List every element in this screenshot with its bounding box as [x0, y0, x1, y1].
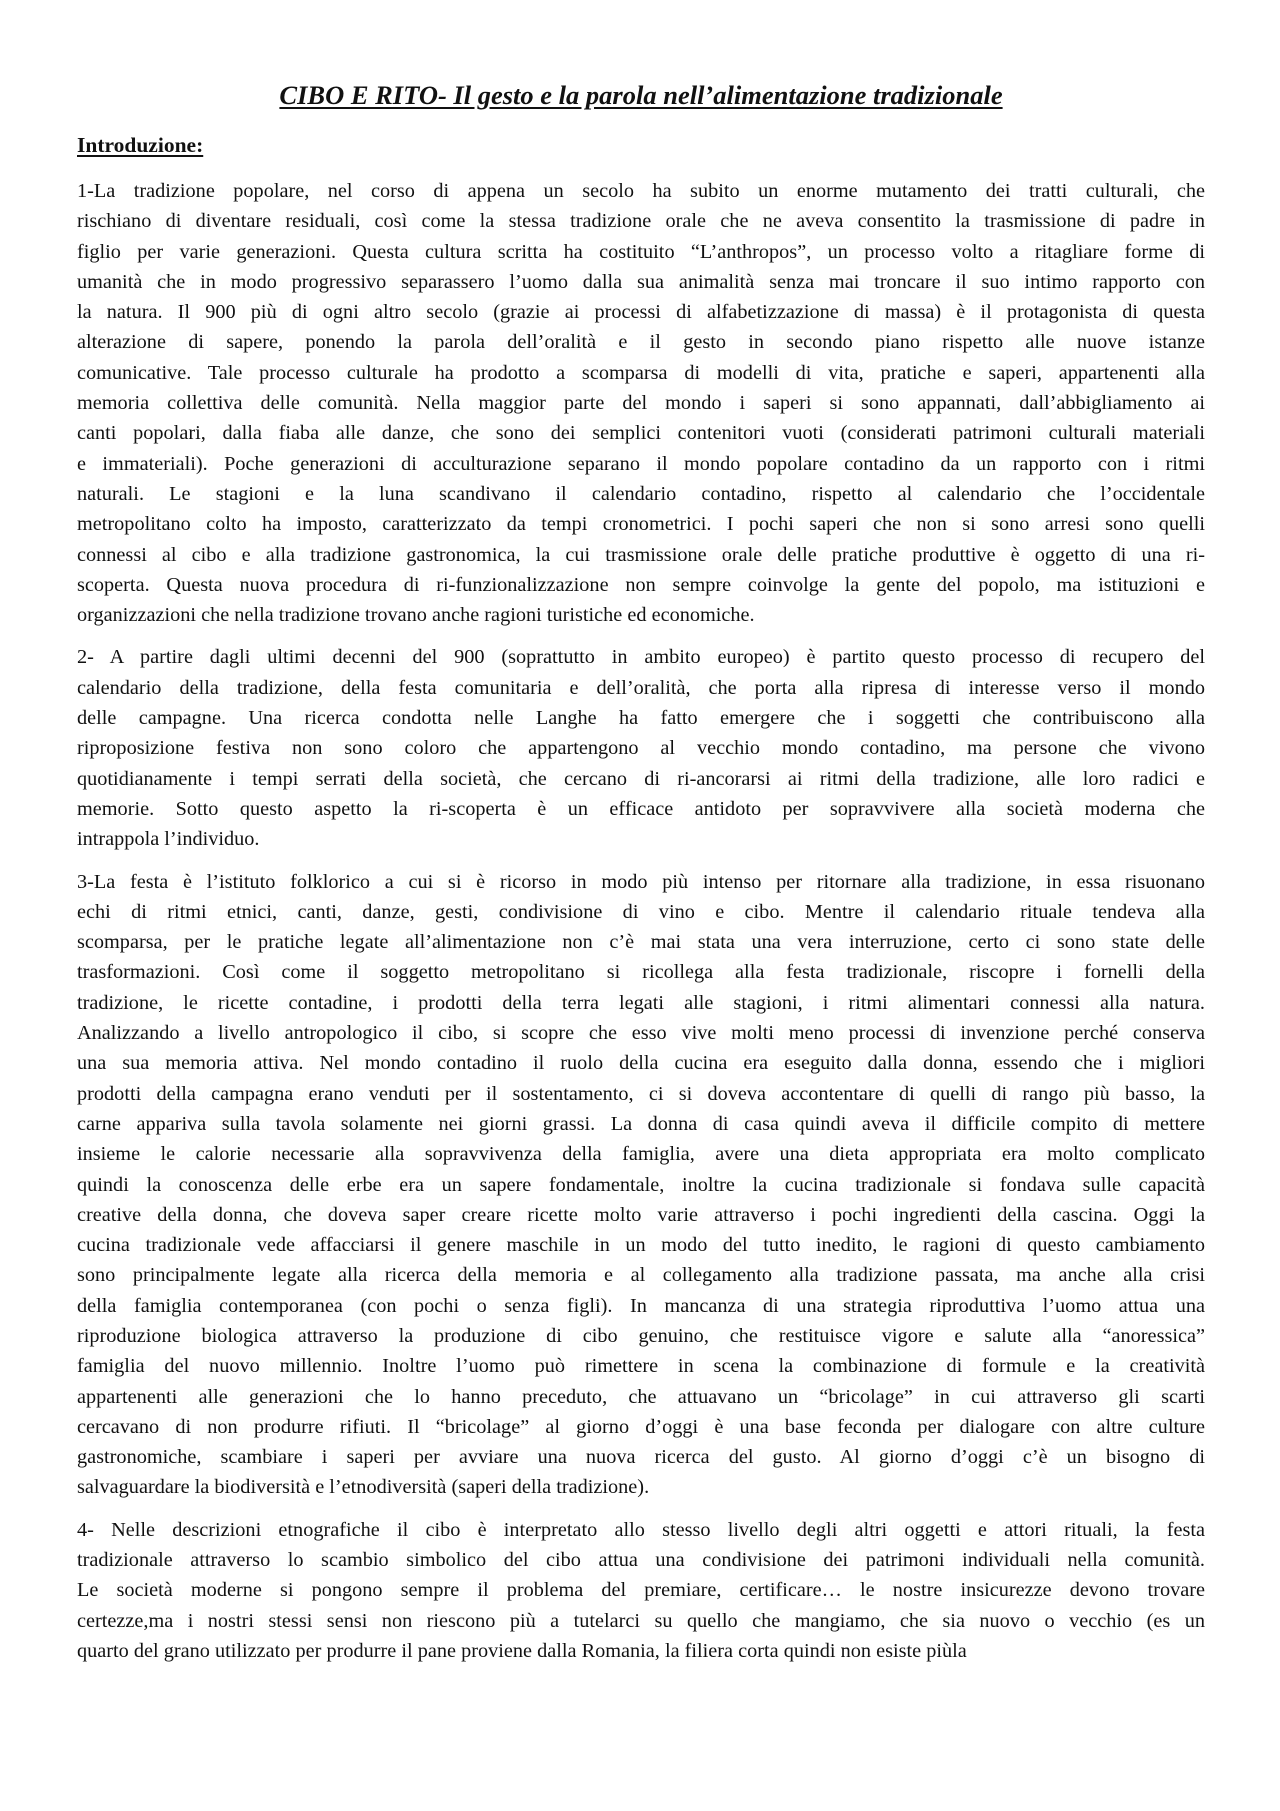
paragraph-line: Analizzando a livello antropologico il cibo, si scopre che esso vive molti meno processi di invenzione perché conserva: [77, 1022, 1205, 1045]
paragraph-line: connessi al cibo e alla tradizione gastronomica, la cui trasmissione orale delle pratiche produttive è oggetto di una ri-: [77, 543, 1205, 566]
paragraph-line: quindi la conoscenza delle erbe era un sapere fondamentale, inoltre la cucina tradizionale si fondava sulle capacità: [77, 1173, 1205, 1196]
paragraph-line: creative della donna, che doveva saper creare ricette molto varie attraverso i pochi ingredienti della cascina. Oggi la: [77, 1203, 1205, 1226]
paragraph-line: appartenenti alle generazioni che lo hanno preceduto, che attuavano un “bricolage” in cui attraverso gli scarti: [77, 1385, 1205, 1408]
paragraph-line: riproposizione festiva non sono coloro che appartengono al vecchio mondo contadino, ma persone che vivono: [77, 737, 1205, 760]
paragraph-line: 3-La festa è l’istituto folklorico a cui si è ricorso in modo più intenso per ritornare alla tradizione, in essa risuonano: [77, 870, 1205, 893]
paragraph-line: salvaguardare la biodiversità e l’etnodiversità (saperi della tradizione).: [77, 1476, 650, 1499]
paragraphs-container: [77, 176, 1205, 1666]
paragraph-line: 4- Nelle descrizioni etnografiche il cibo è interpretato allo stesso livello degli altri oggetti e attori rituali, la festa: [77, 1518, 1205, 1541]
paragraph-line: memoria collettiva delle comunità. Nella maggior parte del mondo i saperi si sono appannati, dall’abbigliamento ai: [77, 392, 1205, 415]
document-page: [77, 78, 1205, 1678]
paragraph-line: trasformazioni. Così come il soggetto metropolitano si ricollega alla festa tradizionale, riscopre i fornelli della: [77, 961, 1205, 984]
paragraph-line: delle campagne. Una ricerca condotta nelle Langhe ha fatto emergere che i soggetti che contribuiscono alla: [77, 707, 1205, 730]
paragraph-line: canti popolari, dalla fiaba alle danze, che sono dei semplici contenitori vuoti (considerati patrimoni culturali materiali: [77, 422, 1205, 445]
paragraph-line: comunicative. Tale processo culturale ha prodotto a scomparsa di modelli di vita, pratiche e saperi, appartenenti alla: [77, 361, 1205, 384]
paragraph-line: della famiglia contemporanea (con pochi o senza figli). In mancanza di una strategia riproduttiva l’uomo attua una: [77, 1294, 1205, 1317]
paragraph-line: certezze,ma i nostri stessi sensi non riescono più a tutelarci su quello che mangiamo, che sia nuovo o vecchio (es un: [77, 1609, 1205, 1632]
paragraph-line: prodotti della campagna erano venduti per il sostentamento, ci si doveva accontentare di quelli di rango più basso, la: [77, 1082, 1205, 1105]
paragraph-line: organizzazioni che nella tradizione trovano anche ragioni turistiche ed economiche.: [77, 604, 755, 627]
paragraph-line: carne appariva sulla tavola solamente nei giorni grassi. La donna di casa quindi aveva il difficile compito di mettere: [77, 1112, 1205, 1135]
section-heading: Introduzione:: [77, 133, 204, 157]
paragraph-line: sono principalmente legate alla ricerca della memoria e al collegamento alla tradizione passata, ma anche alla crisi: [77, 1264, 1205, 1287]
paragraph-line: memorie. Sotto questo aspetto la ri-scoperta è un efficace antidoto per sopravvivere alla società moderna che: [77, 797, 1205, 820]
paragraph-line: scomparsa, per le pratiche legate all’alimentazione non c’è mai stata una vera interruzione, certo ci sono state delle: [77, 931, 1205, 954]
paragraph-line: intrappola l’individuo.: [77, 828, 260, 851]
paragraph-line: cercavano di non produrre rifiuti. Il “bricolage” al giorno d’oggi è una base feconda per dialogare con altre culture: [77, 1415, 1205, 1438]
paragraph-3: [77, 867, 1205, 1503]
paragraph-line: Le società moderne si pongono sempre il problema del premiare, certificare… le nostre insicurezze devono trovare: [77, 1579, 1205, 1602]
paragraph-line: echi di ritmi etnici, canti, danze, gesti, condivisione di vino e cibo. Mentre il calendario rituale tendeva alla: [77, 900, 1205, 923]
paragraph-line: quarto del grano utilizzato per produrre il pane proviene dalla Romania, la filiera corta quindi non esiste piùla: [77, 1639, 967, 1662]
paragraph-line: 1-La tradizione popolare, nel corso di appena un secolo ha subito un enorme mutamento dei tratti culturali, che: [77, 180, 1205, 202]
paragraph-line: calendario della tradizione, della festa comunitaria e dell’oralità, che porta alla ripresa di interesse verso il mondo: [77, 676, 1205, 699]
paragraph-line: umanità che in modo progressivo separassero l’uomo dalla sua animalità senza mai troncare il suo intimo rapporto con: [77, 270, 1205, 293]
paragraph-4: [77, 1515, 1205, 1666]
paragraph-line: scoperta. Questa nuova procedura di ri-funzionalizzazione non sempre coinvolge la gente del popolo, ma istituzioni e: [77, 573, 1205, 596]
paragraph-line: rischiano di diventare residuali, così come la stessa tradizione orale che ne aveva consentito la trasmissione di padre in: [77, 210, 1205, 233]
paragraph-line: cucina tradizionale vede affacciarsi il genere maschile in un modo del tutto inedito, le ragioni di questo cambiamento: [77, 1234, 1205, 1257]
paragraph-line: e immateriali). Poche generazioni di acculturazione separano il mondo popolare contadino da un rapporto con i ritmi: [77, 452, 1205, 475]
paragraph-line: tradizionale attraverso lo scambio simbolico del cibo attua una condivisione dei patrimoni individuali nella comunità.: [77, 1549, 1205, 1572]
paragraph-line: una sua memoria attiva. Nel mondo contadino il ruolo della cucina era eseguito dalla donna, essendo che i migliori: [77, 1052, 1205, 1075]
paragraph-line: la natura. Il 900 più di ogni altro secolo (grazie ai processi di alfabetizzazione di massa) è il protagonista di questa: [77, 301, 1205, 324]
document-title: CIBO E RITO- Il gesto e la parola nell’alimentazione tradizionale: [279, 80, 1003, 110]
paragraph-line: riproduzione biologica attraverso la produzione di cibo genuino, che restituisce vigore e salute alla “anoressica”: [77, 1324, 1205, 1347]
paragraph-line: figlio per varie generazioni. Questa cultura scritta ha costituito “L’anthropos”, un processo volto a ritagliare forme di: [77, 240, 1205, 263]
paragraph-line: metropolitano colto ha imposto, caratterizzato da tempi cronometrici. I pochi saperi che non si sono arresi sono quelli: [77, 513, 1205, 536]
paragraph-1: [77, 176, 1205, 630]
paragraph-line: 2- A partire dagli ultimi decenni del 900 (soprattutto in ambito europeo) è partito questo processo di recupero del: [77, 646, 1205, 669]
paragraph-2: [77, 642, 1205, 854]
paragraph-line: quotidianamente i tempi serrati della società, che cercano di ri-ancorarsi ai ritmi della tradizione, alle loro radici e: [77, 767, 1205, 790]
paragraph-line: alterazione di sapere, ponendo la parola dell’oralità e il gesto in secondo piano rispetto alle nuove istanze: [77, 331, 1205, 354]
paragraph-line: gastronomiche, scambiare i saperi per avviare una nuova ricerca del gusto. Al giorno d’oggi c’è un bisogno di: [77, 1446, 1205, 1469]
paragraph-line: famiglia del nuovo millennio. Inoltre l’uomo può rimettere in scena la combinazione di formule e la creatività: [77, 1355, 1205, 1378]
paragraph-line: insieme le calorie necessarie alla sopravvivenza della famiglia, avere una dieta appropriata era molto complicato: [77, 1143, 1205, 1166]
paragraph-line: naturali. Le stagioni e la luna scandivano il calendario contadino, rispetto al calendario che l’occidentale: [77, 482, 1205, 505]
paragraph-line: tradizione, le ricette contadine, i prodotti della terra legati alle stagioni, i ritmi alimentari connessi alla natura.: [77, 991, 1205, 1014]
